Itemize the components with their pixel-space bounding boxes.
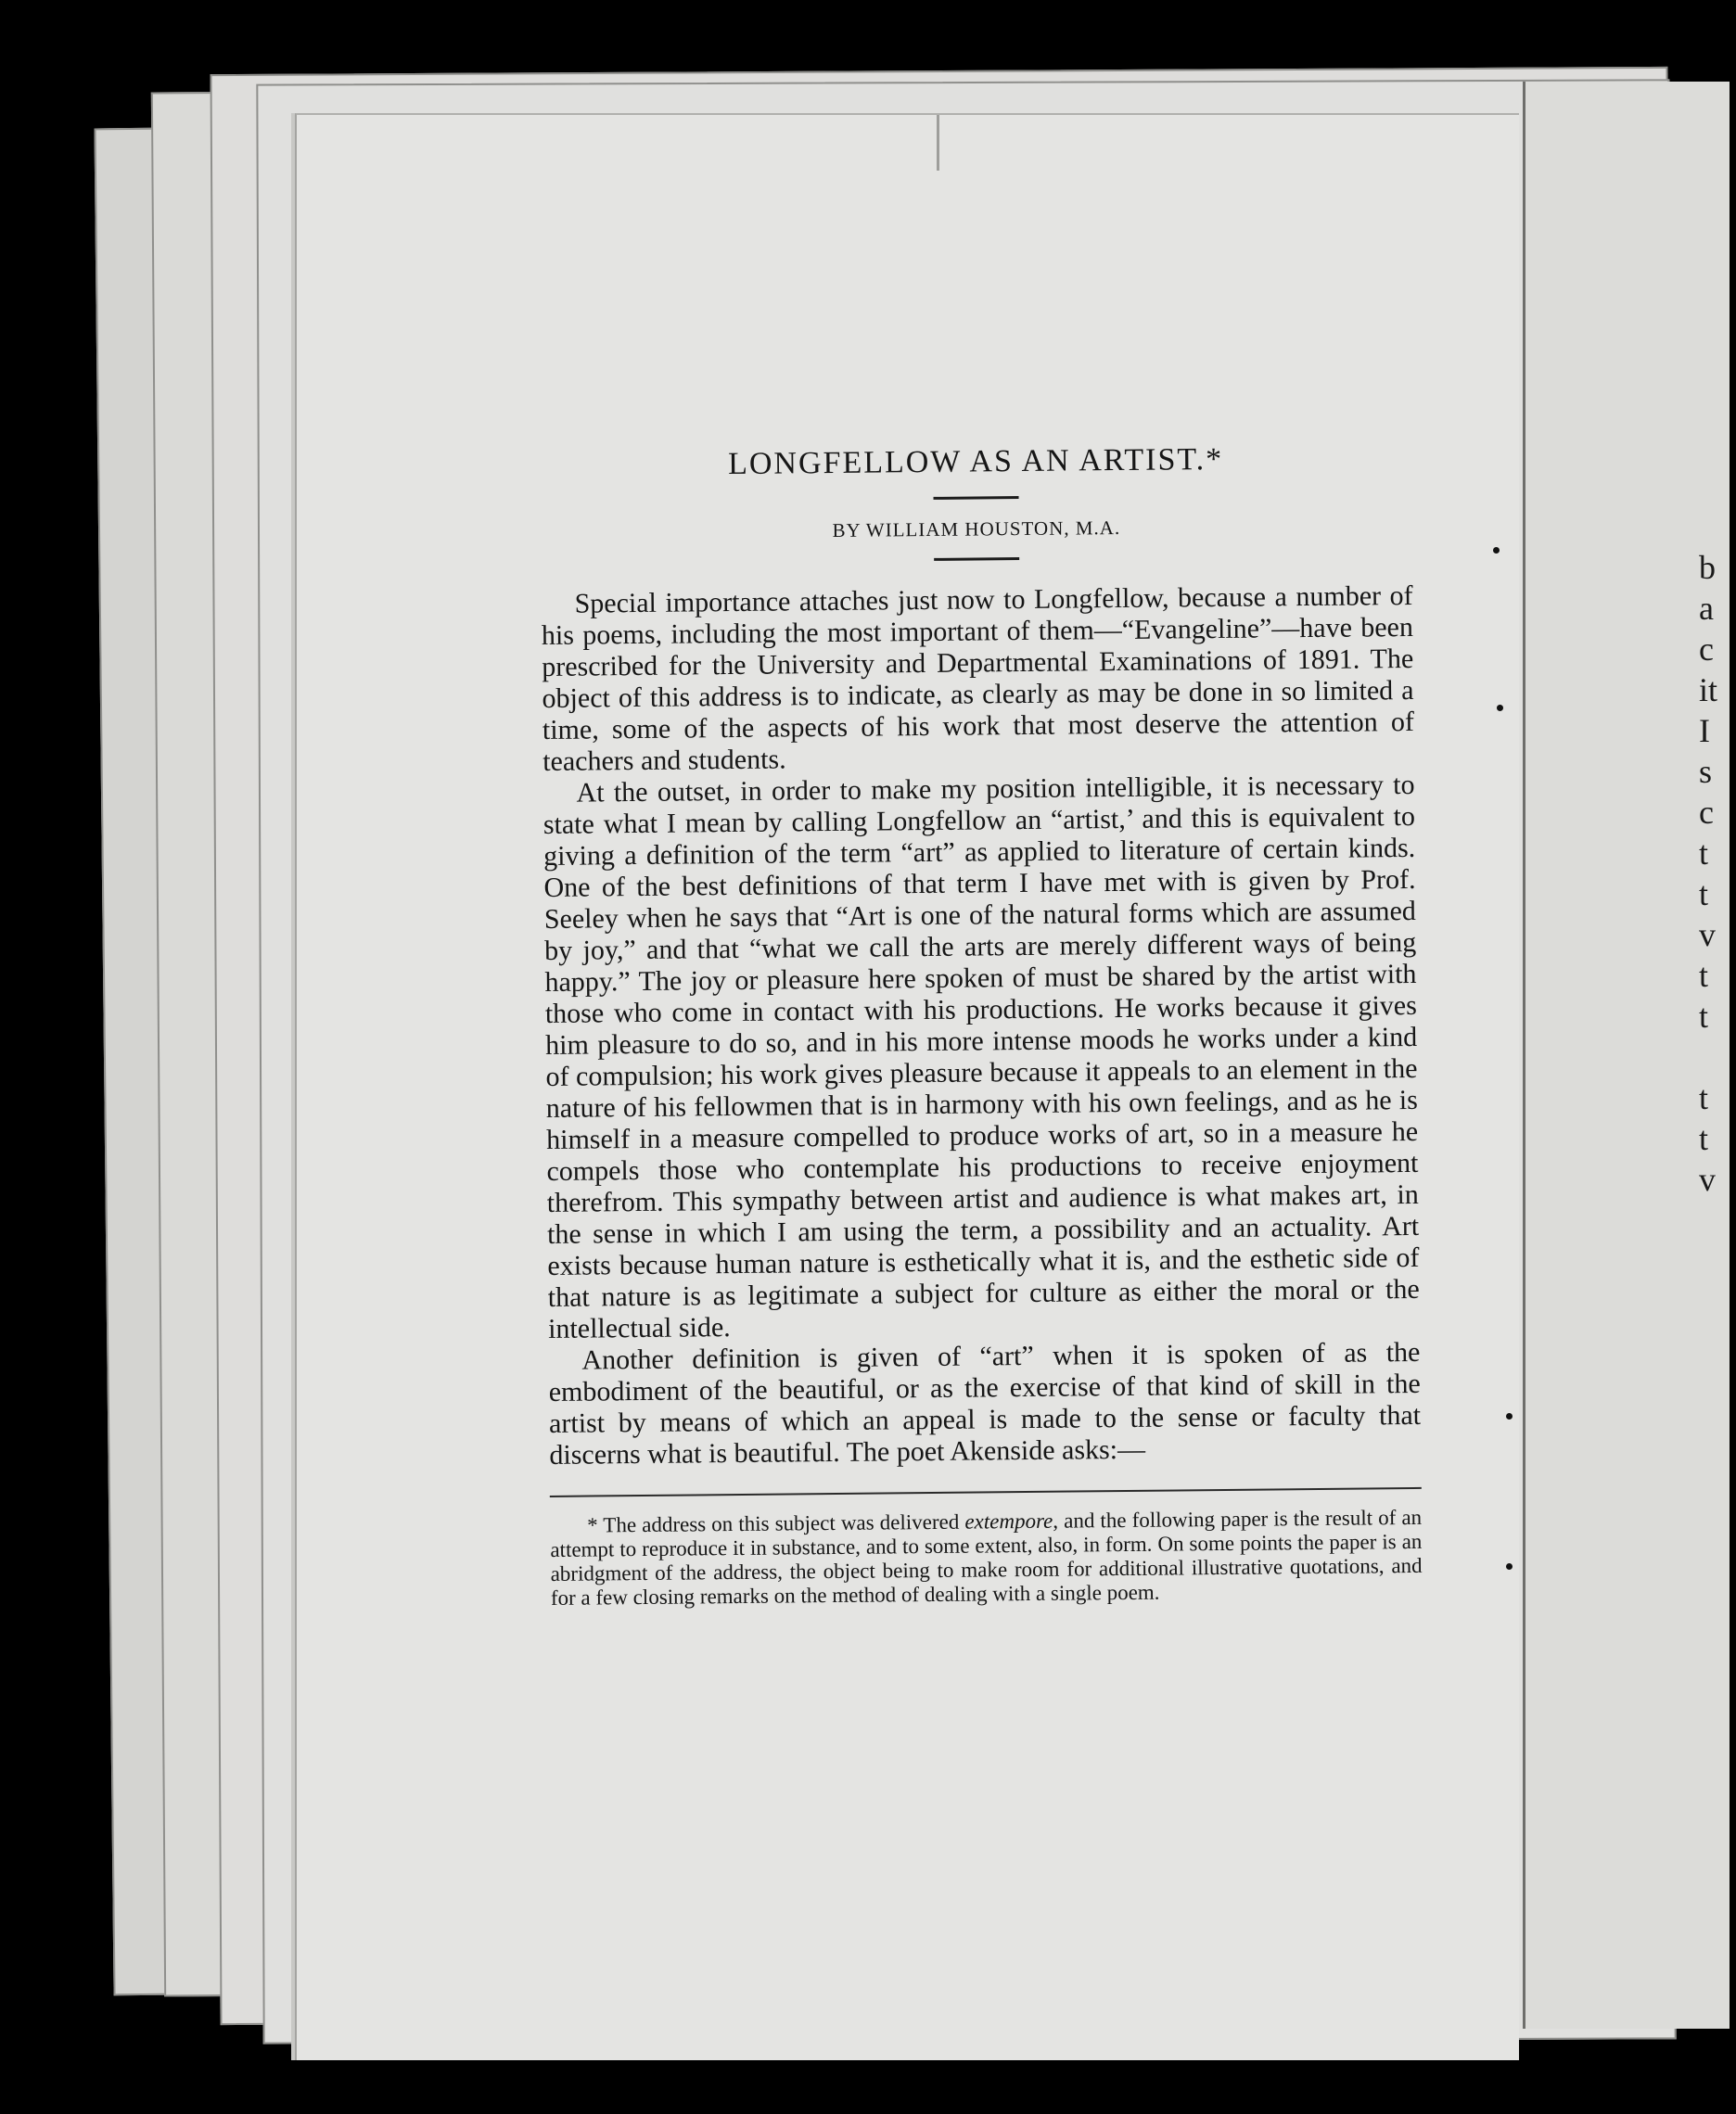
- document-page: [295, 113, 1519, 2060]
- facing-page-letter: c: [1699, 630, 1714, 668]
- facing-page-letter: [1699, 1037, 1736, 1077]
- facing-page-letter: I: [1699, 712, 1710, 749]
- facing-page-letter: t: [1699, 1079, 1709, 1116]
- footnote: [550, 1506, 1423, 1611]
- facing-page-letter: b: [1699, 549, 1716, 586]
- title-rule: [934, 496, 1019, 500]
- page-crease: [937, 115, 939, 171]
- body-paragraph: At the outset, in order to make my position intelligible, it is necessary to state what I mean by calling Longfellow an “artist,’ and this is equivalent to giving a definition of the term “art” as applied to literature of certain kinds. One of the best definitions of that term I have met with is given by Prof. Seeley when he says that “Art is one of the natural forms which are assumed by joy,” and that “what we call the arts are merely different ways of being happy.” The joy or pleasure here spoken of must be shared by the artist with those who come in contact with his productions. He works because it gives him pleasure to do so, and in his more intense moods he works under a kind of compulsion; his work gives pleasure because it appeals to an element in the nature of his fellowmen that is in harmony with his own feelings, and as he is himself in a measure compelled to produce works of art, so in a measure he compels those who contemplate his productions to receive enjoyment therefrom. This sympathy between artist and audience is what makes art, in the sense in which I am using the term, a possibility and an actuality. Art exists because human nature is esthetically what it is, and the esthetic side of that nature is as legitimate a subject for culture as either the moral or the intellectual side.: [542, 769, 1420, 1344]
- facing-page-letter: t: [1699, 875, 1709, 912]
- facing-page-letter: t: [1699, 957, 1709, 994]
- facing-page-text: [1699, 547, 1736, 1200]
- scan-spot: [1506, 1413, 1513, 1420]
- facing-page-letter: a: [1699, 590, 1714, 627]
- scan-spot: [1506, 1563, 1513, 1570]
- scan-spot: [1493, 547, 1500, 554]
- footnote-emphasis: extempore: [964, 1509, 1053, 1534]
- body-paragraph: Another definition is given of “art” when it is spoken of as the embodiment of the beautiful, or as the exercise of that kind of skill in the artist by means of which an appeal is made to the sense or faculty that discerns what is beautiful. The poet Akenside asks:—: [548, 1336, 1422, 1471]
- footnote-text: , and the following paper is the result of an attempt to reproduce it in substance, and to some extent, also, in form. On some points the paper is an abridgment of the address, the object being to make room for additional illustrative quotations, and for a few closing remarks on the method of dealing with a single poem.: [550, 1505, 1423, 1610]
- article-byline: BY WILLIAM HOUSTON, M.A.: [832, 516, 1121, 541]
- facing-page-letter: t: [1699, 1120, 1709, 1157]
- footnote-text: * The address on this subject was delivered: [587, 1509, 965, 1537]
- article: [540, 440, 1423, 1611]
- facing-page-letter: t: [1699, 998, 1709, 1035]
- byline-rule: [934, 557, 1019, 561]
- facing-page-letter: c: [1699, 794, 1714, 831]
- scan-spot: [1497, 705, 1503, 711]
- footnote-rule: [550, 1487, 1422, 1497]
- facing-page-letter: it: [1699, 671, 1718, 708]
- facing-page-letter: s: [1699, 753, 1713, 790]
- body-paragraph: Special importance attaches just now to Longfellow, because a number of his poems, including the most important of them—“Evangeline”—have been prescribed for the University and Departmental Examinations of 1891. The object of this address is to indicate, as clearly as may be done in so limited a time, some of the aspects of his work that most deserve the attention of teachers and students.: [541, 579, 1415, 777]
- article-title: LONGFELLOW AS AN ARTIST.*: [727, 441, 1224, 482]
- article-body: [541, 580, 1421, 1471]
- facing-page-letter: v: [1699, 916, 1716, 953]
- facing-page-letter: v: [1699, 1161, 1716, 1198]
- facing-page-letter: t: [1699, 834, 1709, 872]
